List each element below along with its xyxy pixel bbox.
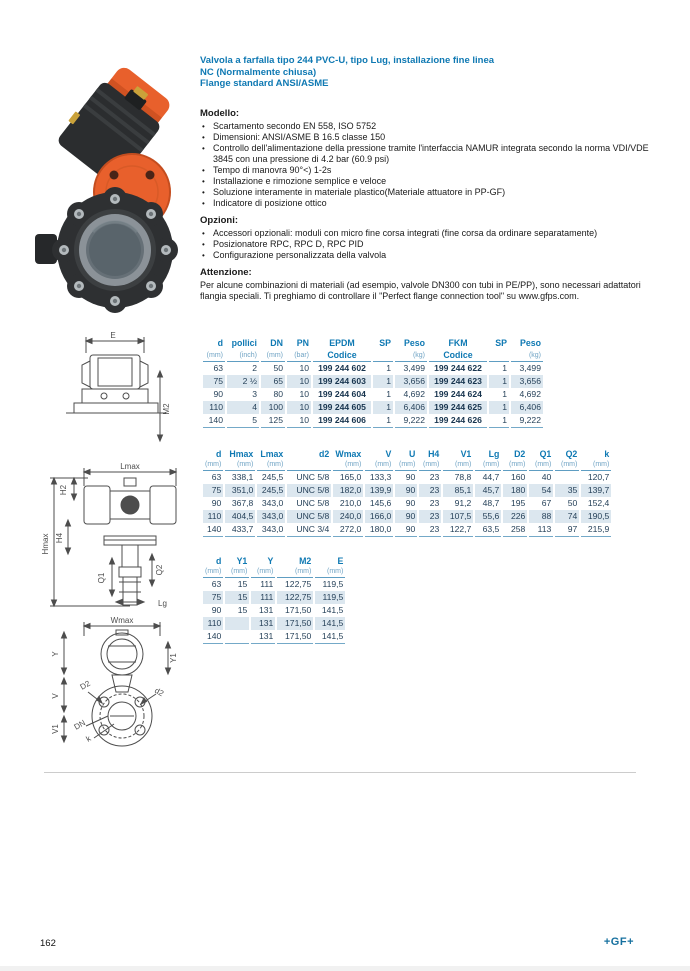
table-cell [225,630,249,644]
table-cell: 139,9 [365,484,393,497]
table-cell: 107,5 [443,510,473,523]
table-cell: 199 244 602 [318,363,366,373]
bullet-icon: • [202,132,205,142]
dim-label-Q1: Q1 [97,572,106,584]
table-cell: 199 244 622 [434,363,482,373]
table-cell: 119,5 [322,579,344,589]
column-header: d [215,556,222,566]
column-header: V [385,449,392,459]
table-row [203,484,611,497]
table-cell: 199 244 603 [313,375,371,388]
product-photo [33,52,191,322]
column-subheader: (mm) [333,460,363,471]
table-cell: 122,75 [285,579,312,589]
table-cell: 65 [261,375,285,388]
table-cell: 210,0 [339,498,362,508]
table-cell: 97 [555,523,579,537]
table-cell: 240,0 [333,510,363,523]
column-header: D2 [514,449,526,459]
column-header: Lg [488,449,500,459]
table-cell: 272,0 [333,523,363,537]
page-title-line2: NC (Normalmente chiusa) [200,66,317,78]
footer-divider [44,772,636,773]
column-header: Wmax [335,449,362,459]
bullet-item [200,228,665,239]
column-subheader: (mm) [503,460,527,471]
table-cell: 131 [258,605,274,615]
table-cell: 343,0 [261,498,284,508]
table-row [203,604,345,617]
table-cell: 160 [510,472,526,482]
table-cell: 131 [251,630,275,644]
table-cell: 90 [405,498,416,508]
table-cell: 404,5 [225,510,255,523]
column-header: Hmax [229,449,254,459]
table-cell: 10 [287,401,311,414]
table-cell: 63 [211,472,222,482]
table-cell: 85,1 [443,484,473,497]
column-subheader: (kg) [511,349,543,362]
table-cell: 141,5 [315,617,345,630]
section-heading-attenzione: Attenzione: [200,266,252,278]
section-heading-opzioni: Opzioni: [200,214,238,226]
table-cell: 1 [386,363,391,373]
dim-label-Lg: Lg [158,599,167,608]
table-cell: 67 [541,498,552,508]
table-cell: 113 [529,523,553,537]
bullet-item [200,176,665,187]
table-cell: 35 [555,484,579,497]
table-cell: 90 [211,605,222,615]
table-cell: 180 [503,484,527,497]
modello-bullet-list [200,121,665,209]
table-cell: 75 [203,591,223,604]
table-cell: 40 [541,472,552,482]
column-header: M2 [299,556,312,566]
bullet-item [200,165,665,176]
table-cell: UNC 3/4 [287,523,331,537]
table-cell: 1 [386,389,391,399]
column-subheader: (mm) [581,460,611,471]
table-cell: 133,3 [369,472,392,482]
valve-body [35,187,178,313]
bullet-text: Posizionatore RPC, RPC D, RPC PID [213,238,364,249]
drawing-end-view [52,331,182,451]
bullet-text: Indicatore di posizione ottico [213,197,327,208]
table-cell: 55,6 [475,510,501,523]
column-header: V1 [460,449,472,459]
table-cell: 90 [395,510,417,523]
table-cell: 145,6 [369,498,392,508]
table-row [203,388,543,401]
table-cell: 166,0 [365,510,393,523]
table-cell: 80 [273,389,283,399]
column-subheader: (mm) [203,567,223,578]
table-cell: 4,692 [403,389,425,399]
column-subheader: (mm) [261,349,285,362]
table-cell: 1 [489,375,509,388]
column-subheader: (bar) [287,349,311,362]
table-cell: 90 [405,472,416,482]
column-subheader: (mm) [277,567,313,578]
table-row [203,401,543,414]
column-header: k [604,449,610,459]
table-cell: 122,7 [443,523,473,537]
table-cell: 91,2 [454,498,472,508]
opzioni-bullet-list [200,228,665,261]
column-header: Y1 [236,556,248,566]
table-cell: 10 [299,363,309,373]
table-cell: 100 [261,401,285,414]
table-cell: 4 [227,401,259,414]
table-cell: 171,50 [285,605,312,615]
dim-label-k: k [84,733,93,744]
table-cell: 199 244 626 [429,414,487,428]
table-cell: 195 [510,498,526,508]
column-header: SP [495,338,507,348]
table-cell: 367,8 [231,498,254,508]
column-header: d [215,449,222,459]
drawing-front-view [42,616,198,756]
column-header: Q2 [565,449,578,459]
column-header: EPDM [329,338,355,348]
column-subheader: (mm) [555,460,579,471]
table-cell: 245,5 [261,472,284,482]
table-cell: 50 [273,363,283,373]
column-subheader: (mm) [225,567,249,578]
table-cell: 23 [419,510,441,523]
table-cell: 199 244 605 [313,401,371,414]
column-subheader: (mm) [315,567,345,578]
column-header: Peso [403,338,425,348]
bullet-item [200,187,665,198]
table-cell: 226 [503,510,527,523]
bullet-item [200,121,665,132]
column-subheader: (mm) [365,460,393,471]
table-cell: UNC 5/8 [296,498,330,508]
column-subheader [489,349,509,362]
table-cell: 10 [287,414,311,428]
table-cell: 15 [237,605,248,615]
dimensions-table [201,448,613,537]
table-cell: 140 [203,414,225,428]
page-title-line3: Flange standard ANSI/ASME [200,78,329,89]
table-cell: 3,499 [519,363,541,373]
table-cell [555,471,579,484]
table-cell: 111 [260,579,274,589]
table-cell: 110 [203,401,225,414]
attenzione-text: Per alcune combinazioni di materiali (ad esempio, valvole DN300 con tubi in PE/PP), sono necessari adattatori flangia speciali. Ti preghiamo di controllare il "Perfect flange connection tool" su www.gfps.com. [200,279,641,301]
bullet-text: Tempo di manovra 90°<) 1-2s [213,164,332,175]
table-cell: 45,7 [475,484,501,497]
table-cell: 15 [237,579,248,589]
page-title-line1: Valvola a farfalla tipo 244 PVC-U, tipo Lug, installazione fine linea [200,55,495,66]
table-row [203,591,345,604]
table-cell: 140 [203,630,223,644]
table-cell: 152,4 [587,498,610,508]
table-cell: 1 [502,389,507,399]
table-cell: 63 [211,579,222,589]
table-cell: 6,406 [511,401,543,414]
bullet-item [200,239,665,250]
bullet-icon: • [202,165,205,175]
table-cell: 63,5 [475,523,501,537]
table-cell: 199 244 623 [429,375,487,388]
table-cell: 258 [503,523,527,537]
table-cell: 1 [373,401,393,414]
column-subheader: (inch) [227,349,259,362]
column-header: DN [270,338,283,348]
bullet-icon: • [202,121,205,131]
column-subheader: Codice [429,349,487,362]
table-cell: 199 244 606 [313,414,371,428]
table-cell: 23 [429,498,440,508]
table-cell: 23 [419,484,441,497]
table-cell: 1 [373,375,393,388]
bullet-icon: • [202,176,205,186]
dim-label-M2: M2 [162,403,171,415]
table-cell: 90 [211,498,222,508]
table-cell: 74 [555,510,579,523]
column-subheader: (mm) [203,349,225,362]
table-cell: 122,75 [277,591,313,604]
table-row [203,375,543,388]
table-cell: 90 [395,523,417,537]
table-row [203,497,611,510]
bullet-text: Configurazione personalizzata della valvola [213,249,387,260]
table-cell: 119,5 [315,591,345,604]
bullet-item [200,250,665,261]
column-subheader: (kg) [395,349,427,362]
table-row [203,630,345,644]
table-cell [225,617,249,630]
dim-label-Y: Y [51,651,60,657]
dim-label-Y1: Y1 [169,653,178,663]
table-cell: 433,7 [225,523,255,537]
table-row [203,578,345,591]
column-header: Y [267,556,274,566]
table-cell: 1 [502,363,507,373]
bullet-icon: • [202,250,205,260]
column-header: PN [296,338,309,348]
column-subheader: (mm) [257,460,285,471]
table-cell: UNC 5/8 [296,472,330,482]
table-cell: 165,0 [339,472,362,482]
table-cell: 1 [489,414,509,428]
table-row [203,471,611,484]
column-subheader: (mm) [443,460,473,471]
table-cell: 75 [203,375,225,388]
table-cell: 6,406 [395,401,427,414]
dim-label-H2: H2 [59,484,68,496]
dim-label-H4: H4 [55,532,64,544]
table-cell: 245,5 [257,484,285,497]
column-header: SP [379,338,391,348]
bullet-item [200,143,665,165]
column-header: d [217,338,223,348]
table-cell: 9,222 [395,414,427,428]
bullet-icon: • [202,187,205,197]
column-subheader [287,460,331,471]
table-cell: 2 [252,363,257,373]
table-cell: 190,5 [581,510,611,523]
table-cell: 63 [213,363,223,373]
table-cell: 23 [419,523,441,537]
table-cell: 75 [203,484,223,497]
table-cell: 1 [489,401,509,414]
table-cell: 3,656 [511,375,543,388]
dim-label-E: E [110,331,116,340]
table-cell: 171,50 [277,617,313,630]
table-cell: 131 [251,617,275,630]
table-cell: 141,5 [321,605,344,615]
table-cell: 90 [213,389,223,399]
column-subheader: (mm) [395,460,417,471]
table-cell: 3,656 [395,375,427,388]
table-cell: 338,1 [231,472,254,482]
table-cell: 125 [261,414,285,428]
column-subheader: (mm) [225,460,255,471]
table-cell: 199 244 604 [318,389,366,399]
table-cell: 1 [373,414,393,428]
dimensions-table-2 [201,555,347,644]
column-subheader: (mm) [251,567,275,578]
page-number: 162 [40,938,56,949]
table-cell: 180,0 [365,523,393,537]
column-subheader [373,349,393,362]
bullet-icon: • [202,228,205,238]
dim-label-Wmax: Wmax [110,616,134,625]
table-cell: 50 [567,498,578,508]
table-cell: 351,0 [225,484,255,497]
column-header: E [337,556,344,566]
column-subheader: (mm) [529,460,553,471]
dim-label-V1: V1 [51,724,60,734]
table-row [203,523,611,537]
column-header: U [408,449,416,459]
table-cell: 44,7 [482,472,500,482]
content-column [200,55,665,302]
table-row [203,617,345,630]
bullet-text: Dimensioni: ANSI/ASME B 16.5 classe 150 [213,131,386,142]
table-cell: 5 [227,414,259,428]
drawing-side-view [40,460,192,612]
dim-label-D2: D2 [78,678,92,692]
table-cell: 110 [203,510,223,523]
table-cell: 10 [287,375,311,388]
table-cell: 110 [203,617,223,630]
bullet-icon: • [202,239,205,249]
column-header: H4 [428,449,440,459]
bullet-text: Accessori opzionali: moduli con micro fine corsa integrati (fine corsa da ordinare separatamente) [213,227,598,238]
column-subheader: (mm) [419,460,441,471]
dim-label-Hmax: Hmax [41,533,50,555]
table-cell: 9,222 [511,414,543,428]
dim-label-V: V [51,693,60,699]
table-cell: 23 [429,472,440,482]
table-cell: 140 [203,523,223,537]
table-cell: 343,0 [257,523,285,537]
column-subheader: Codice [313,349,371,362]
bullet-text: Soluzione interamente in materiale plastico(Materiale attuatore in PP-GF) [213,186,506,197]
table-cell: 171,50 [277,630,313,644]
table-cell: UNC 5/8 [287,484,331,497]
bullet-item [200,198,665,209]
table-cell: 78,8 [454,472,472,482]
bullet-text: Installazione e rimozione semplice e veloce [213,175,387,186]
table-cell: 90 [395,484,417,497]
dim-label-Q2: Q2 [155,564,164,576]
bullet-item [200,132,665,143]
bullet-icon: • [202,143,205,153]
table-row [203,510,611,523]
table-cell: 3 [252,389,257,399]
table-cell: 139,7 [581,484,611,497]
dim-label-DN: DN [72,718,88,732]
table-row [203,362,543,375]
table-cell: 215,9 [581,523,611,537]
table-cell: 88 [529,510,553,523]
column-header: FKM [448,338,468,348]
table-cell: 120,7 [587,472,610,482]
table-cell: 111 [251,591,275,604]
table-cell: 199 244 625 [429,401,487,414]
column-header: Lmax [260,449,284,459]
dim-label-Lmax: Lmax [120,462,140,471]
table-cell: 343,0 [257,510,285,523]
column-subheader: (mm) [203,460,223,471]
column-subheader: (mm) [475,460,501,471]
table-cell: 10 [299,389,309,399]
table-cell: 15 [225,591,249,604]
table-cell: UNC 5/8 [287,510,331,523]
gf-logo: +GF+ [603,936,634,948]
column-header: d2 [319,449,330,459]
column-header: Q1 [539,449,552,459]
ordering-table [201,337,545,428]
section-heading-modello: Modello: [200,107,240,119]
table-cell: 199 244 624 [434,389,482,399]
page-edge [0,966,690,971]
table-cell: 182,0 [333,484,363,497]
table-cell: 54 [529,484,553,497]
table-cell: 4,692 [519,389,541,399]
bullet-text: Controllo dell'alimentazione della pressione tramite l'interfaccia NAMUR integrata secondo la norma VDI/VDE 3845 con una pressione di 4.2 bar (60.9 psi) [213,142,649,164]
bullet-text: Scartamento secondo EN 558, ISO 5752 [213,120,377,131]
bullet-icon: • [202,198,205,208]
table-cell: 2 ½ [227,375,259,388]
column-header: pollici [231,338,257,348]
table-cell: 3,499 [403,363,425,373]
column-header: Peso [519,338,541,348]
table-cell: 48,7 [482,498,500,508]
table-row [203,414,543,428]
dim-label-d2: d2 [153,685,166,699]
table-cell: 141,5 [315,630,345,644]
